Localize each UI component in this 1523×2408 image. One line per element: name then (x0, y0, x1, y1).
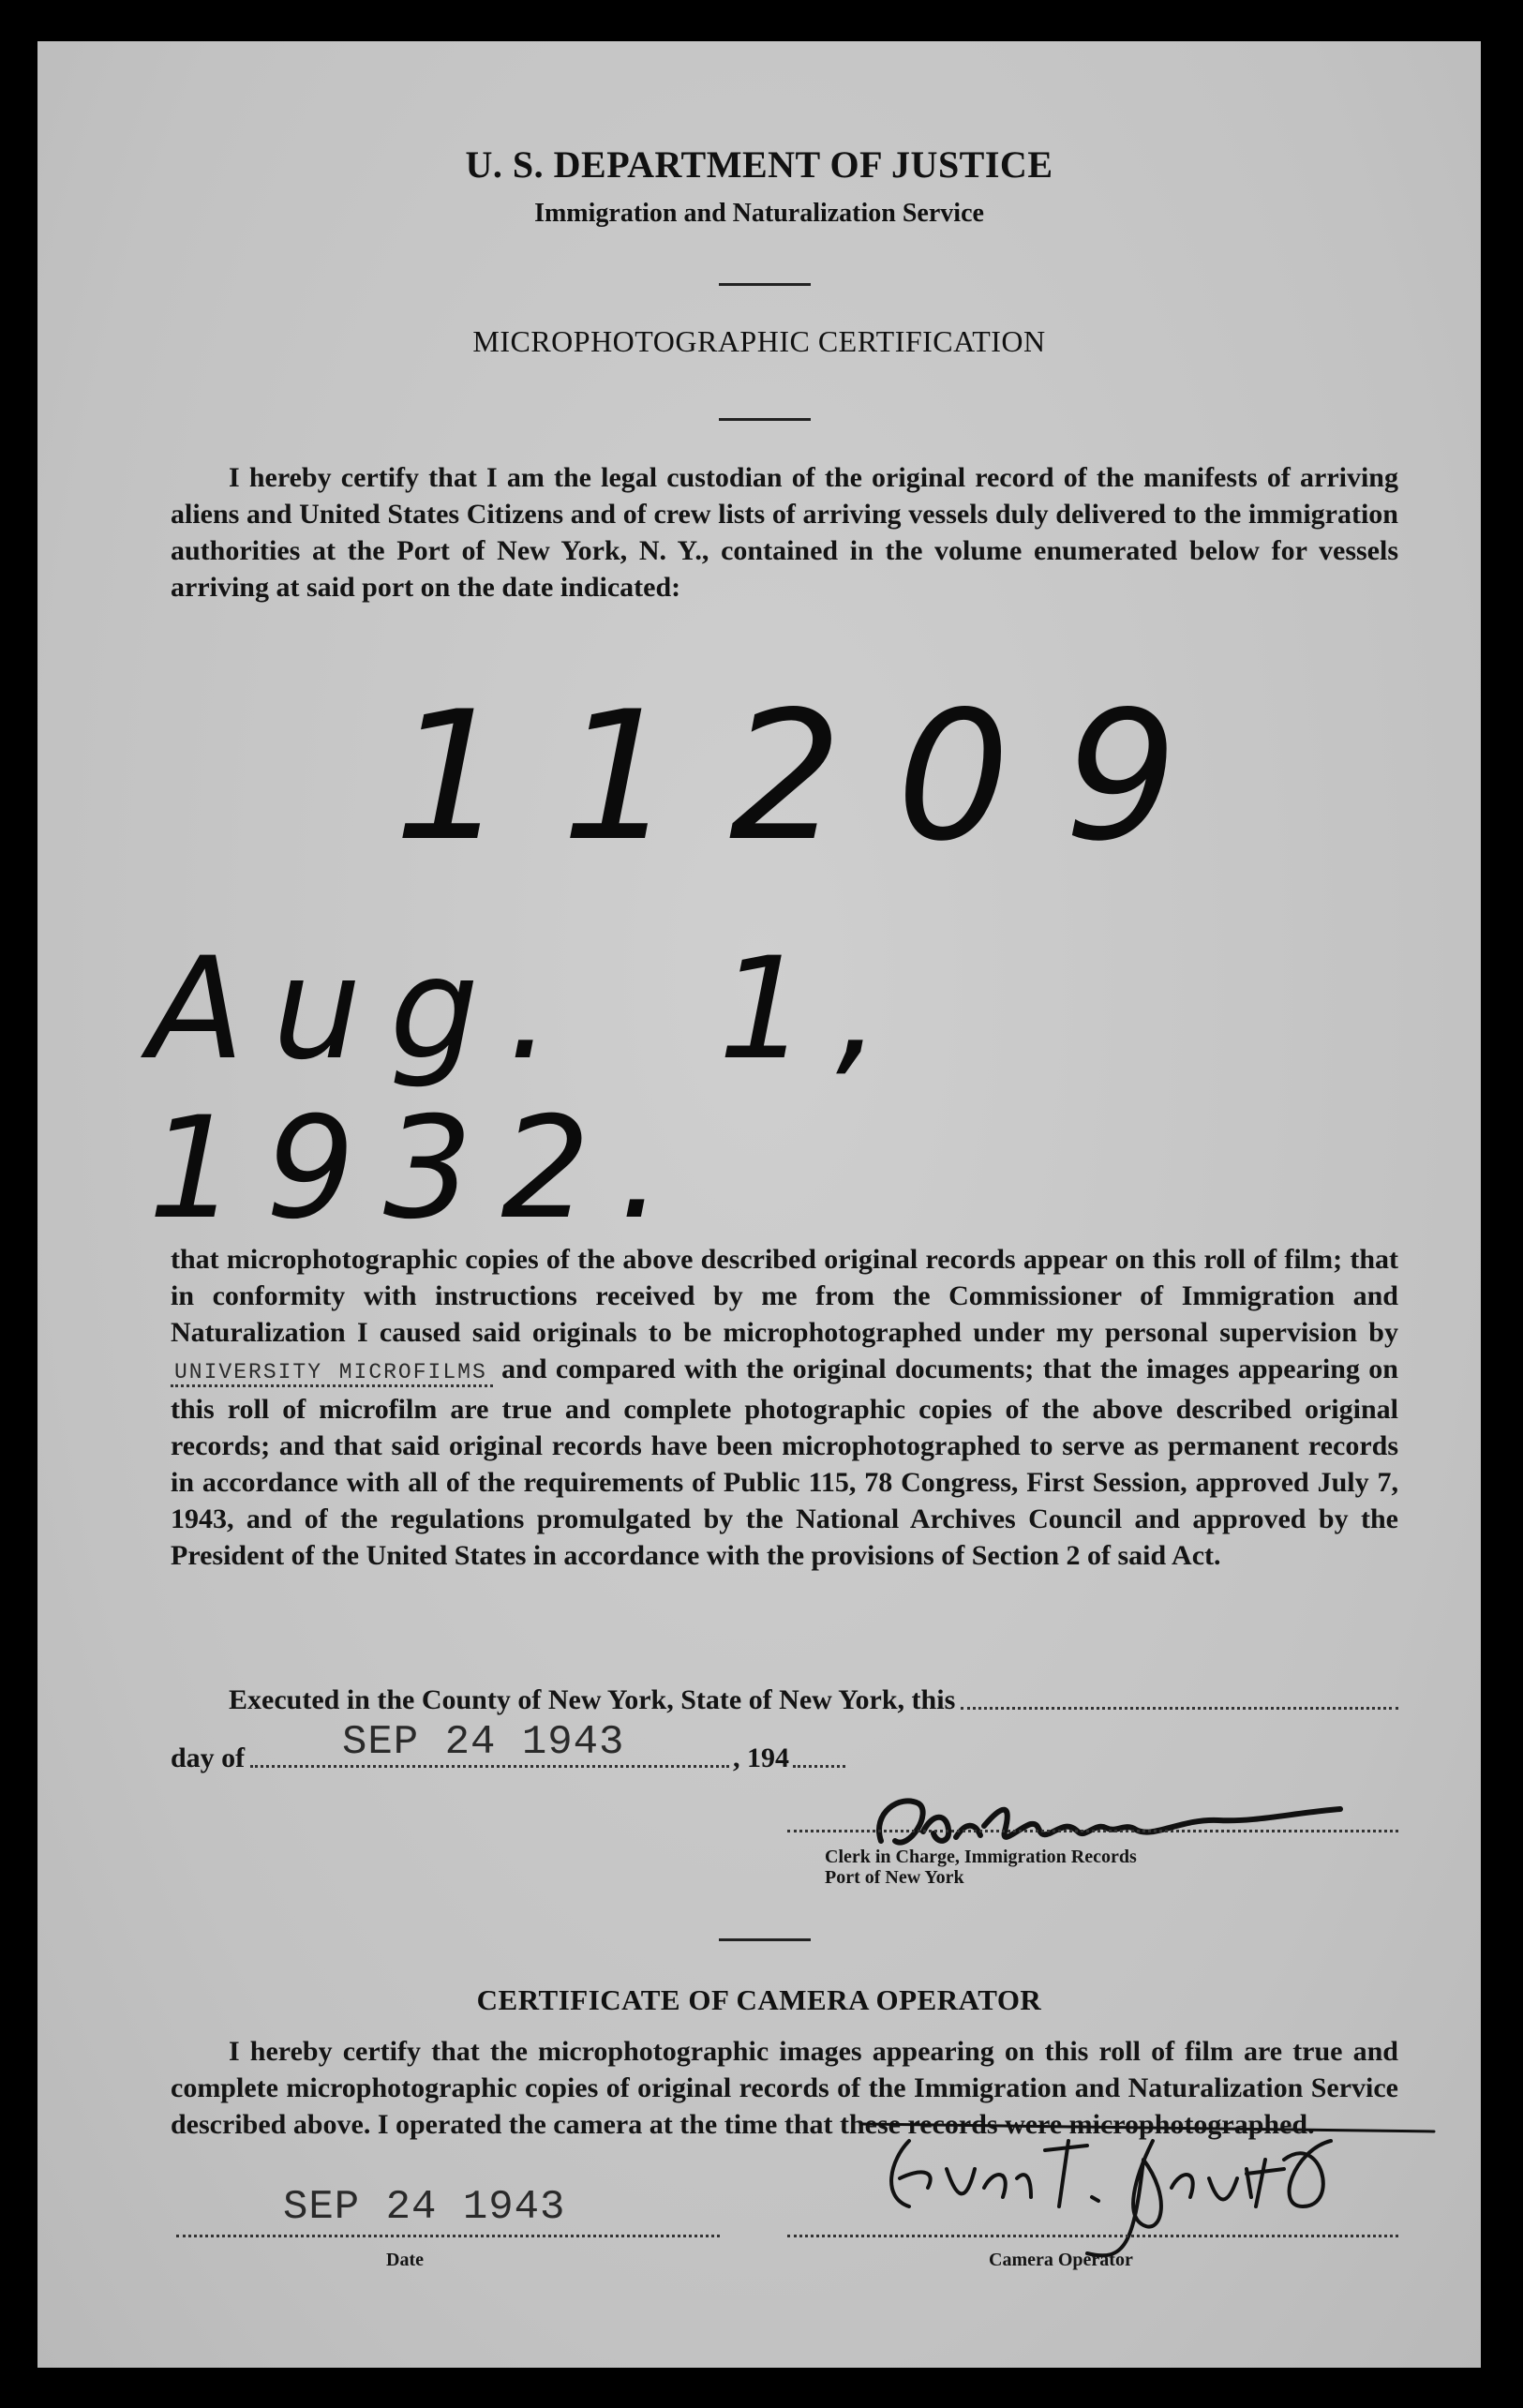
service-subheading: Immigration and Naturalization Service (534, 199, 984, 228)
custodian-paragraph-text: I hereby certify that I am the legal custodian of the original record of the manifests of arriving aliens and United States Citizens and of crew lists of arriving vessels duly delivered to the immigration authorities at the Port of New York, N. Y., contained in the volume enumerated below for vessels arriving at said port on the date indicated: (171, 462, 1398, 603)
execution-dotted-fill (961, 1707, 1398, 1710)
execution-line (229, 1682, 1398, 1718)
arrival-date-handwritten: Aug. 1, 1932. (148, 928, 909, 1250)
day-of-label: day of (171, 1742, 246, 1773)
vendor-stamp: UNIVERSITY MICROFILMS (171, 1360, 493, 1387)
operator-date-stamp: SEP 24 1943 (283, 2184, 566, 2231)
year-prefix: , 194 (733, 1742, 789, 1773)
operator-dotted-line (787, 2235, 1398, 2237)
film-paragraph (171, 1241, 1398, 1574)
certificate-sheet (37, 41, 1481, 2368)
department-heading: U. S. DEPARTMENT OF JUSTICE (465, 143, 1053, 186)
camera-paragraph-text: I hereby certify that the microphotographic images appearing on this roll of film are true and complete microphotographic copies of original records of the Immigration and Naturalization Service described above. I operated the camera at the time that these records were microphotographed. (171, 2036, 1398, 2140)
camera-certificate-title: CERTIFICATE OF CAMERA OPERATOR (476, 1983, 1042, 2016)
date-label: Date (386, 2250, 424, 2270)
operator-signature-icon (853, 2103, 1453, 2263)
clerk-title-line1: Clerk in Charge, Immigration Records (825, 1847, 1137, 1867)
date-dotted-line (176, 2235, 720, 2237)
film-paragraph-rest: and compared with the original documents; that the images appearing on this roll of microfilm are true and complete photographic copies of the above described original records; and that said original records have been microphotographed to serve as permanent records in accordance with all of the requirements of Public 115, 78 Congress, First Session, approved July 7, 1943, and of the regulations promulgated by the National Archives Council and approved by the President of the United States in accordance with the provisions of Section 2 of said Act. (171, 1354, 1398, 1571)
clerk-signature-line (787, 1830, 1398, 1832)
clerk-title (825, 1847, 1137, 1888)
custodian-paragraph (171, 459, 1398, 606)
header-divider-bottom (719, 418, 811, 421)
camera-operator-label: Camera Operator (989, 2250, 1133, 2270)
film-paragraph-lead: that microphotographic copies of the above described original records appear on this roll of film; that in conformity with instructions received by me from the Commissioner of Immigration and Naturalization I caused said originals to be microphotographed under my personal supervision by (171, 1244, 1398, 1348)
volume-number-handwritten: 11209 (394, 673, 1232, 880)
form-title: MICROPHOTOGRAPHIC CERTIFICATION (472, 324, 1046, 358)
clerk-title-line2: Port of New York (825, 1867, 964, 1888)
header-divider-top (719, 283, 811, 286)
year-dotted-fill (793, 1765, 845, 1768)
execution-date-stamp: SEP 24 1943 (342, 1719, 625, 1766)
execution-text: Executed in the County of New York, State of New York, this (229, 1684, 956, 1715)
section-divider (719, 1938, 811, 1941)
